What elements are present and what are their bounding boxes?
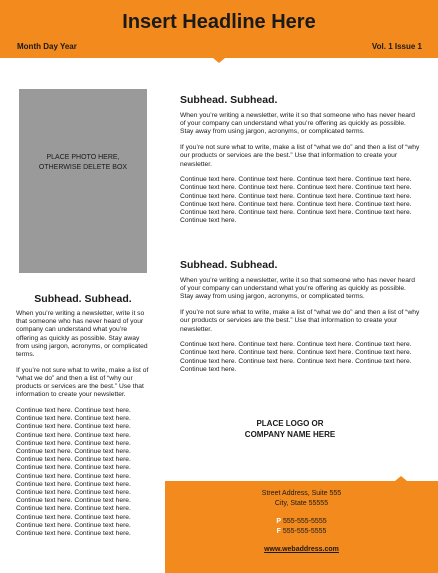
phone-line <box>165 517 438 527</box>
article-1-paragraph-1: When you’re writing a newsletter, write it so that someone who has never heard of your company can understand what you’re offering as quickly as possible. Stay away from using jargon, acronyms, or complicated terms. <box>180 112 415 136</box>
photo-placeholder-text: PLACE PHOTO HERE, OTHERWISE DELETE BOX <box>38 154 128 171</box>
masthead-notch <box>213 58 225 63</box>
headline: Insert Headline Here <box>122 11 316 33</box>
phone-label: P <box>276 518 282 525</box>
left-subhead: Subhead. Subhead. <box>34 293 132 305</box>
photo-placeholder <box>19 89 147 273</box>
fax-label: F <box>276 528 281 535</box>
article-2-paragraph-1: When you’re writing a newsletter, write it so that someone who has never heard of your company can understand what you’re offering as quickly as possible. Stay away from using jargon, acronyms, or complicated terms. <box>180 277 415 301</box>
contact-box <box>165 481 438 573</box>
contact-notch <box>395 476 407 481</box>
article-2-paragraph-2: If you’re not sure what to write, make a list of “what we do” and then a list of “why our products or services are the best.” Use that information to create your newsletter. <box>180 309 420 333</box>
contact-details <box>165 489 438 555</box>
article-1-paragraph-3: Continue text here. Continue text here. Continue text here. Continue text here. Continue text here. Continue text here. Continue text here. Continue text here. Continue text here. Continue text here. Continue text here. Continue text here. Continue text here. Continue text here. Continue text here. Continue text here. Continue text here. Continue text here. Continue text here. Continue text here. Continue text here. <box>180 176 412 225</box>
article-1-subhead: Subhead. Subhead. <box>180 94 278 106</box>
volume-issue: Vol. 1 Issue 1 <box>371 42 422 51</box>
masthead <box>0 0 438 58</box>
article-1-paragraph-2: If you’re not sure what to write, make a list of “what we do” and then a list of “why our products or services are the best.” Use that information to create your newsletter. <box>180 144 420 168</box>
fax-number: 555-555-5555 <box>282 528 327 535</box>
left-paragraph-3: Continue text here. Continue text here. Continue text here. Continue text here. Continue text here. Continue text here. Continue text here. Continue text here. Continue text here. Continue text here. Continue text here. Continue text here. Continue text here. Continue text here. Continue text here. Continue text here. Continue text here. Continue text here. Continue text here. Continue text here. Continue text here. Continue text here. Continue text here. Continue text here. Continue text here. Continue text here. Continue text here. Continue text here. Continue text here. Continue text here. Continue text here. Continue text here. <box>16 407 131 538</box>
left-paragraph-1: When you’re writing a newsletter, write it so that someone who has never heard of your company can understand what you’re offering as quickly as possible. Stay away from using jargon, acronyms, or complicated terms. <box>16 310 148 359</box>
street-address: Street Address, Suite 555 <box>261 490 342 497</box>
issue-date: Month Day Year <box>17 42 77 51</box>
article-2-paragraph-3: Continue text here. Continue text here. Continue text here. Continue text here. Continue text here. Continue text here. Continue text here. Continue text here. Continue text here. Continue text here. Continue text here. Continue text here. Continue text here. <box>180 341 412 373</box>
article-2 <box>180 259 420 382</box>
logo-placeholder: PLACE LOGO OR COMPANY NAME HERE <box>244 419 336 439</box>
website-link[interactable]: www.webaddress.com <box>264 546 339 553</box>
article-2-subhead: Subhead. Subhead. <box>180 259 278 271</box>
left-article <box>16 310 151 546</box>
phone-number: 555-555-5555 <box>283 518 327 525</box>
fax-line <box>165 527 438 537</box>
article-1 <box>180 94 420 233</box>
left-paragraph-2: If you’re not sure what to write, make a list of “what we do” and then a list of “why our products or services are the best.” Use that information to create your newsletter. <box>16 366 149 399</box>
city-state: City, State 55555 <box>274 500 329 507</box>
